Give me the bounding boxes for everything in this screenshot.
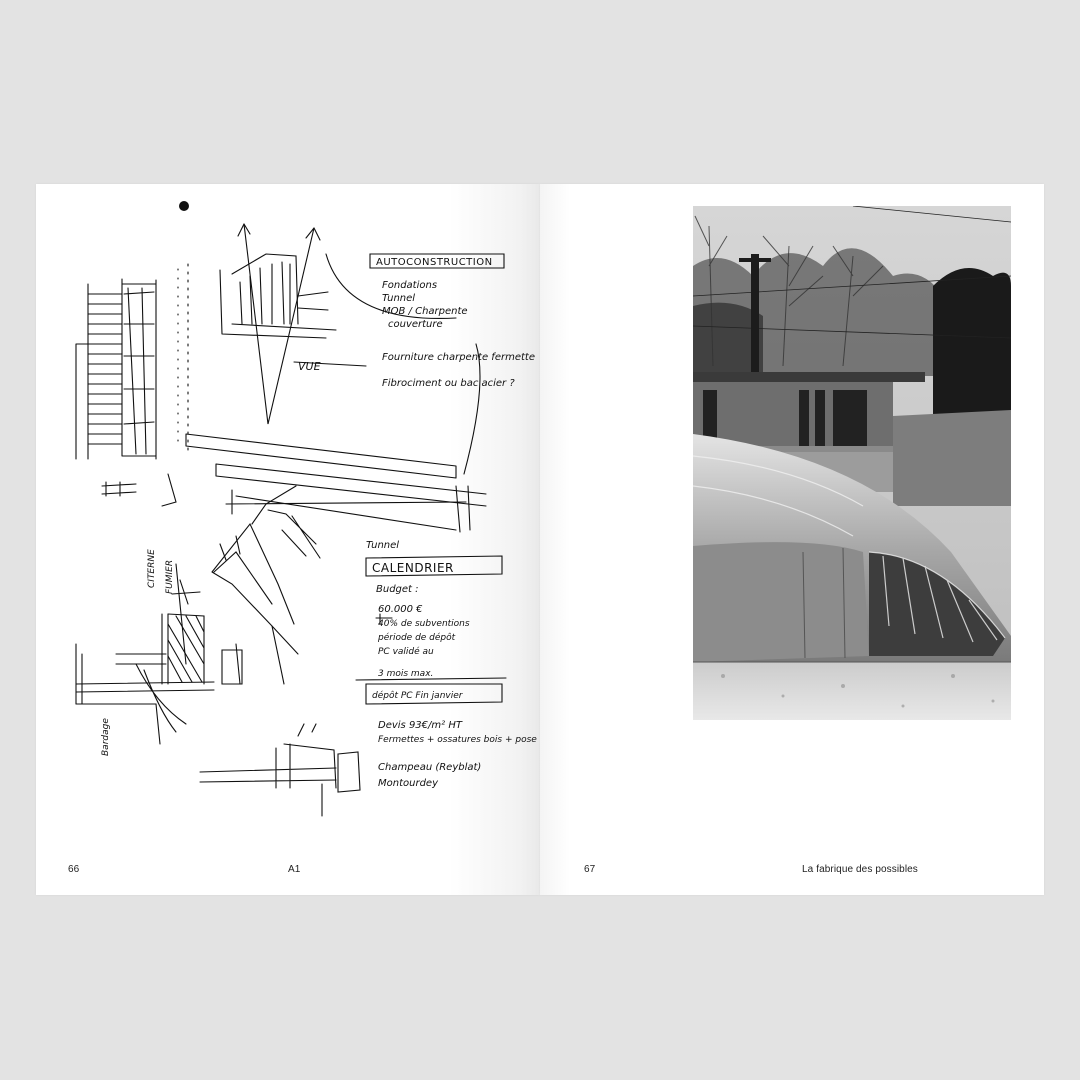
note-fondations: Fondations: [382, 280, 438, 291]
detail-sketch: [200, 724, 360, 816]
note-depot-pc: dépôt PC Fin janvier: [372, 691, 463, 701]
note-bardage: Bardage: [101, 718, 111, 756]
note-subventions: 40% de subventions: [378, 619, 470, 629]
note-autoconstruction-title: AUTOCONSTRUCTION: [376, 257, 493, 268]
note-champeau: Champeau (Reyblat): [378, 762, 482, 773]
architectural-sketch: [36, 184, 540, 844]
note-budget: Budget :: [376, 584, 419, 595]
right-page: [540, 184, 1044, 895]
left-page: [36, 184, 540, 895]
note-calendrier-title: CALENDRIER: [372, 561, 454, 575]
note-tunnel-2: Tunnel: [366, 540, 400, 551]
note-trois-mois: 3 mois max.: [378, 669, 434, 679]
beam-sketches: [102, 344, 486, 532]
note-fumier: FUMIER: [165, 559, 175, 594]
note-budget-amount: 60.000 €: [378, 604, 423, 615]
note-couverture: couverture: [388, 319, 443, 330]
wall-section-sketch: [76, 564, 242, 744]
folded-structure-sketch: [212, 486, 320, 684]
note-devis: Devis 93€/m² HT: [378, 720, 462, 731]
note-montourdey: Montourdey: [378, 778, 438, 789]
note-vue: VUE: [298, 360, 321, 373]
note-pc-valide: PC validé au: [378, 647, 434, 657]
note-citerne: CITERNE: [147, 549, 157, 588]
note-fibrociment: Fibrociment ou bac acier ?: [382, 378, 515, 389]
note-periode: période de dépôt: [378, 633, 456, 643]
page-number-right: 67: [584, 864, 596, 875]
running-head-right: La fabrique des possibles: [802, 864, 918, 875]
note-fourniture: Fourniture charpente fermette: [382, 352, 535, 363]
page-number-left: 66: [68, 864, 80, 875]
hatched-elevation-drawing: [76, 264, 188, 459]
running-head-left: A1: [288, 864, 301, 875]
note-mob-charpente: MOB / Charpente: [382, 306, 468, 317]
greenhouse-photo: [693, 206, 1011, 720]
note-fermettes: Fermettes + ossatures bois + pose: [378, 735, 537, 745]
note-tunnel: Tunnel: [382, 293, 416, 304]
